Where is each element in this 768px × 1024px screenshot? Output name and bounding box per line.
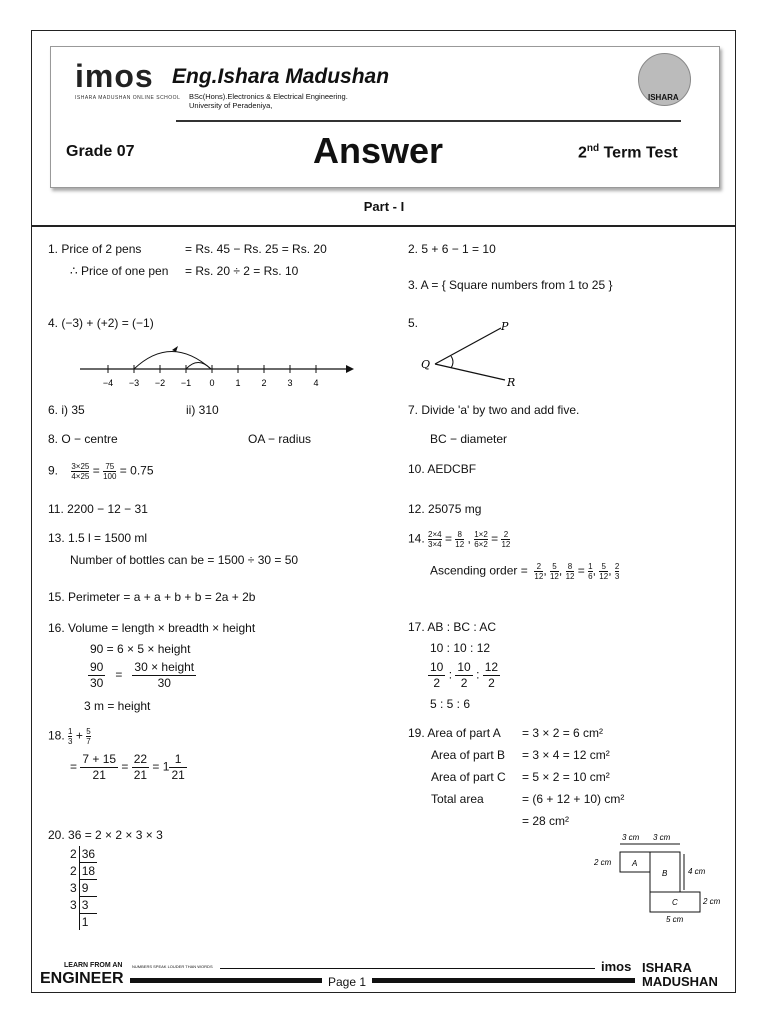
dim-top1: 3 cm [622,833,640,842]
q17-line4: 5 : 5 : 6 [430,697,471,711]
footer-brand: ISHARA MADUSHAN [642,960,718,989]
composite-shape-figure [592,830,734,926]
factor-row [68,914,97,931]
photo-label: ISHARA [648,93,679,102]
q20-answer: 20. 36 = 2 × 2 × 3 × 3 [48,828,163,842]
label-b: B [662,869,668,878]
q8-diameter: BC − diameter [430,432,508,446]
q18-line1: 18. $\frac{1}{3}$ + $\frac{5}{7}$ [48,727,91,746]
q19-value: = (6 + 12 + 10) cm² [522,792,625,806]
label-p: P [501,320,509,333]
ray-qr [435,364,505,380]
factor-dividend: 1 [81,915,89,929]
q16-line4: 3 m = height [84,699,151,713]
q8-radius: OA − radius [248,432,312,446]
factor-divisor [68,914,79,931]
q14-fractions: 14. $\frac{2\times 4}{3\times 4}$ = $\frac{8}{12}$ , $\frac{1\times 2}{6\times 2}$ = $\frac{2}{12}$ [408,530,511,549]
q17-line2: 10 : 10 : 12 [430,641,491,655]
logo-subtitle: ISHARA MADUSHAN ONLINE SCHOOL [75,95,181,101]
q9-answer: 9. $\frac{3\times 25}{4\times 25}$ = $\frac{75}{100}$ = 0.75 [48,462,154,481]
factor-row [68,846,97,863]
factor-divisor: 3 [68,880,79,897]
q8-centre: 8. O − centre [48,432,118,446]
q13-line1: 13. 1.5 l = 1500 ml [48,531,148,545]
dim-left: 2 cm [594,858,612,867]
q19-value: = 5 × 2 = 10 cm² [522,770,610,784]
page-number: Page 1 [322,975,372,989]
q19-value: = 28 cm² [522,814,570,828]
q13-line2: Number of bottles can be = 1500 ÷ 30 = 50 [70,553,299,567]
part-title: Part - I [363,199,405,214]
grade-label: Grade 07 [66,143,135,160]
number-line-arrow [346,365,354,373]
imos-logo: imos [75,58,154,94]
factor-divisor: 2 [68,863,79,880]
q10-answer: 10. AEDCBF [408,462,477,476]
dim-right2: 2 cm [703,897,721,906]
q17-line3: $\frac{10}{2}$ : $\frac{10}{2}$ : $\frac{12}{2}$ [430,660,499,690]
footer-learn: LEARN FROM AN [64,962,123,969]
q2-answer: 2. 5 + 6 − 1 = 10 [408,242,496,256]
footer-logo: imos [601,959,632,974]
q17-line1: 17. AB : BC : AC [408,620,497,634]
dim-right: 4 cm [688,867,706,876]
label-c: C [672,898,678,907]
q5-label: 5. [408,316,419,330]
q6-answer-ii: ii) 310 [186,403,219,417]
q19-label: Area of part C [431,770,506,784]
q3-answer: 3. A = { Square numbers from 1 to 25 } [408,278,613,292]
tick-label: 4 [313,378,319,388]
q7-answer: 7. Divide 'a' by two and add five. [408,403,580,417]
author-name: Eng.Ishara Madushan [172,65,390,88]
q6-answer-i: 6. i) 35 [48,403,85,417]
footer-rule [130,978,635,983]
angle-diagram [415,318,525,390]
header-rule [176,120,681,122]
tick-label: 2 [261,378,267,388]
tick-label: −1 [180,378,192,388]
label-q: Q [421,358,431,371]
q18-line2: = $\frac{7 + 15}{21}$ = $\frac{22}{21}$ = 1 $\frac{1}{21}$ [70,752,185,782]
factor-dividend: 3 [79,897,97,914]
q16-line3: $\frac{90}{30}$ = 30 × height 30 [90,660,195,690]
footer-slogan: NUMBERS SPEAK LOUDER THAN WORDS [132,964,213,969]
q16-line2: 90 = 6 × 5 × height [90,642,191,656]
page-title: Answer [313,130,444,171]
factor-row [68,863,97,880]
q19-label: 19. Area of part A [408,726,501,740]
author-degree: BSc(Hons).Electronics & Electrical Engineering. University of Peradeniya, [189,92,348,110]
q16-line1: 16. Volume = length × breadth × height [48,621,256,635]
label-a: A [632,859,638,868]
q12-answer: 12. 25075 mg [408,502,482,516]
q11-answer: 11. 2200 − 12 − 31 [48,502,148,516]
tick-label: −4 [102,378,114,388]
q1-line2-label: ∴ Price of one pen [70,264,169,278]
factor-dividend: 36 [79,846,97,863]
tick-label: 3 [287,378,293,388]
q1-line1-expr: = Rs. 45 − Rs. 25 = Rs. 20 [185,242,327,256]
footer-thin-rule [220,968,595,969]
jump-arc-2 [186,363,211,370]
tick-label: −2 [154,378,166,388]
q14-order: Ascending order = $\frac{2}{12}$ , $\frac{5}{12}$ , $\frac{8}{12}$ = $\frac{1}{6}$ , $\frac{5}{12}$ , $\frac{2}{3}$ [430,562,620,581]
factor-divisor: 2 [68,846,79,863]
q4-answer: 4. (−3) + (+2) = (−1) [48,316,154,330]
q15-answer: 15. Perimeter = a + a + b + b = 2a + 2b [48,590,256,604]
ray-qp [435,328,501,364]
factor-dividend: 18 [79,863,97,880]
q19-value: = 3 × 4 = 12 cm² [522,748,610,762]
q19-value: = 3 × 2 = 6 cm² [522,726,604,740]
dim-bottom: 5 cm [666,915,684,924]
prime-factor-table [68,846,97,930]
label-r: R [507,376,516,389]
factor-row [68,897,97,914]
section-divider [31,225,736,227]
footer-engineer: ENGINEER [40,970,124,987]
factor-row [68,880,97,897]
jump-arc-1 [134,352,211,370]
number-line [76,340,356,392]
angle-arc [451,356,453,368]
q1-line2-expr: = Rs. 20 ÷ 2 = Rs. 10 [185,264,299,278]
q19-label: Area of part B [431,748,506,762]
tick-label: 1 [235,378,241,388]
q19-label: Total area [431,792,484,806]
tick-label: 0 [209,378,215,388]
q1-line1-label: 1. Price of 2 pens [48,242,142,256]
tick-label: −3 [128,378,140,388]
dim-top2: 3 cm [653,833,671,842]
term-label: 2nd Term Test [578,143,678,162]
factor-dividend: 9 [79,880,97,897]
factor-divisor: 3 [68,897,79,914]
